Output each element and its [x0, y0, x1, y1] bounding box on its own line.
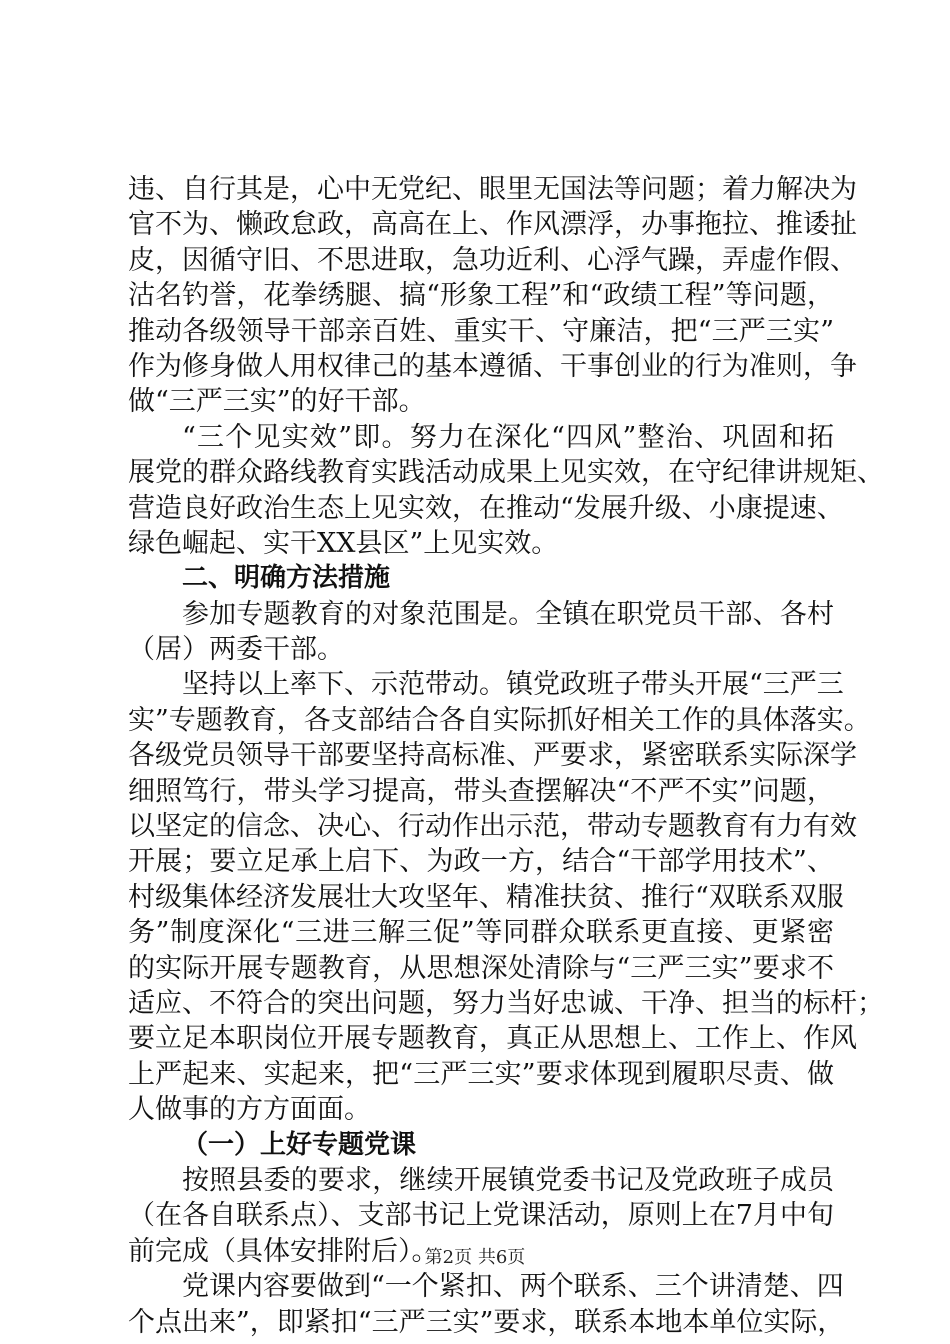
text-line: 官不为、懒政怠政，高高在上、作风漂浮，办事拖拉、推诿扯 — [128, 209, 857, 241]
text-line: 参加专题教育的对象范围是。全镇在职党员干部、各村 — [182, 598, 834, 630]
text-line: 按照县委的要求，继续开展镇党委书记及党政班子成员 — [182, 1164, 834, 1196]
text-line: 展党的群众路线教育实践活动成果上见实效，在守纪律讲规矩、 — [128, 457, 884, 489]
text-line: 村级集体经济发展壮大攻坚年、精准扶贫、推行“双联系双服 — [128, 881, 844, 913]
text-line: 皮，因循守旧、不思进取，急功近利、心浮气躁，弄虚作假、 — [128, 244, 857, 276]
text-line: 各级党员领导干部要坚持高标准、严要求，紧密联系实际深学 — [128, 740, 857, 772]
text-line: 个点出来”，即紧扣“三严三实”要求，联系本地本单位实际， — [128, 1306, 845, 1338]
text-line: 人做事的方方面面。 — [128, 1094, 371, 1126]
text-line: 绿色崛起、实干XX县区”上见实效。 — [128, 527, 559, 559]
text-line: 适应、不符合的突出问题，努力当好忠诚、干净、担当的标杆； — [128, 987, 884, 1019]
document-body — [128, 172, 884, 1340]
text-line: 前完成（具体安排附后）。 — [128, 1235, 439, 1267]
text-line: （在各自联系点）、支部书记上党课活动，原则上在7月中旬 — [128, 1200, 834, 1232]
text-line: 实”专题教育，各支部结合各自实际抓好相关工作的具体落实。 — [128, 704, 871, 736]
section-heading: 二、明确方法措施 — [182, 563, 391, 594]
text-line: “三个见实效”即。努力在深化“四风”整治、巩固和拓 — [182, 421, 834, 453]
page-footer: 第2页 共6页 — [424, 1247, 526, 1268]
text-line: 党课内容要做到“一个紧扣、两个联系、三个讲清楚、四 — [182, 1271, 844, 1303]
section-heading: （一）上好专题党课 — [182, 1129, 417, 1160]
text-line: 违、自行其是，心中无党纪、眼里无国法等问题；着力解决为 — [128, 174, 857, 205]
text-line: 以坚定的信念、决心、行动作出示范，带动专题教育有力有效 — [128, 811, 857, 843]
text-line: 沽名钓誉，花拳绣腿、搞“形象工程”和“政绩工程”等问题， — [128, 280, 834, 312]
text-line: 做“三严三实”的好干部。 — [128, 386, 426, 418]
text-line: 的实际开展专题教育，从思想深处清除与“三严三实”要求不 — [128, 952, 834, 984]
text-line: 要立足本职岗位开展专题教育，真正从思想上、工作上、作风 — [128, 1023, 857, 1055]
text-line: （居）两委干部。 — [128, 634, 344, 666]
text-line: 坚持以上率下、示范带动。镇党政班子带头开展“三严三 — [182, 669, 844, 701]
text-line: 开展；要立足承上启下、为政一方，结合“干部学用技术”、 — [128, 846, 834, 878]
text-line: 细照笃行，带头学习提高，带头查摆解决“不严不实”问题， — [128, 775, 834, 807]
text-line: 作为修身做人用权律己的基本遵循、干事创业的行为准则，争 — [128, 350, 857, 382]
text-line: 上严起来、实起来，把“三严三实”要求体现到履职尽责、做 — [128, 1058, 834, 1090]
text-line: 营造良好政治生态上见实效，在推动“发展升级、小康提速、 — [128, 492, 844, 524]
text-line: 推动各级领导干部亲百姓、重实干、守廉洁，把“三严三实” — [128, 315, 834, 347]
text-line: 务”制度深化“三进三解三促”等同群众联系更直接、更紧密 — [128, 917, 834, 949]
